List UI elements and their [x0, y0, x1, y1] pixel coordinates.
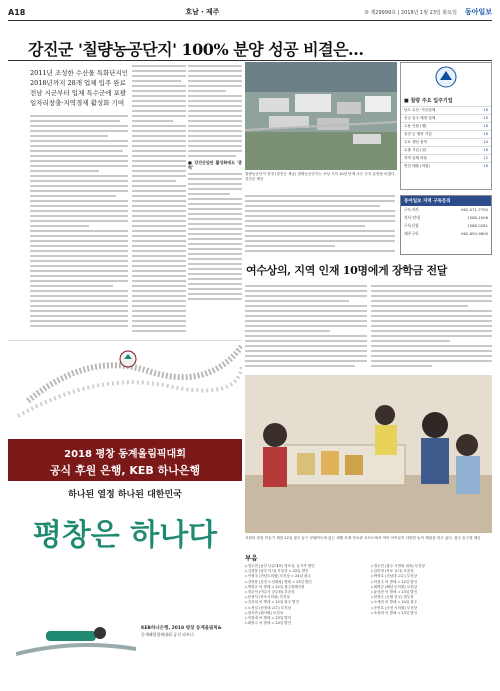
notice-item: ▷박성호 (전남대 교수) 부친상 [371, 574, 417, 579]
subscription-row: 제주구독 062-650-9800 [404, 231, 488, 236]
subhead-line: 2018년까지 28개 업체 입주 완료 [30, 79, 126, 87]
table-row: 주요 생산 품목 14 [401, 138, 491, 146]
body-text [245, 195, 395, 252]
notice-item: ▷김미영 (목포 교사) 모친상 [371, 569, 414, 574]
notice-item: ▷최명규 (해남 군의원) 모친상 [371, 584, 417, 589]
notice-item: ▷김청봉 (남부 이사) 부친상 = 22일 발인 [245, 569, 309, 574]
body-text [245, 285, 367, 367]
industrial-complex-photo [245, 62, 397, 170]
notice-item: ▷정우석 (여수시 공무원) 부친상 [245, 590, 295, 595]
cross-head: ■ 강진산업단 활성화에도 '총력' [188, 160, 242, 171]
second-headline: 여수상의, 지역 인재 10명에게 장학금 전달 [246, 264, 448, 277]
ad-tagline: 하나된 열정 하나된 대한민국 [68, 490, 182, 500]
notice-item: ▷이현주 씨 별세 = 22일 발인 [371, 579, 418, 584]
photo-caption: 칠량농공단지 전경 (강진군 제공) 칠량농공단지는 조성 시작 10년 만에 모든 부지 분양을 마쳤다. 강진군 제공 [245, 172, 396, 181]
issue-date: ⑤ 제29999호 | 2018년 1월 23일 화요일 [364, 9, 457, 16]
ad-title-line1: 2018 평창 동계올림픽대회 [64, 449, 186, 460]
notice-item: ▷이형국 (전남도의원) 모친상 = 24일 광주 [245, 574, 311, 579]
page-number: A18 [8, 7, 26, 17]
notice-item: ▷정수연 (동부 다큐대표) 빙모상, 유가족 발인 [245, 564, 315, 568]
body-text [371, 285, 492, 367]
luge-athlete-image [16, 599, 136, 669]
ad-title-line2: 공식 후원 은행, KEB 하나은행 [49, 464, 201, 477]
table-row: 고용 인원 (명) 18 [401, 122, 491, 130]
headline-rule [8, 60, 492, 61]
notice-column-right [371, 564, 493, 616]
subhead-line: 2011년 조성한 수산물 특화단지인 [30, 69, 129, 77]
header-rule [8, 20, 492, 21]
ad-illustration [8, 341, 242, 437]
ad-banner [8, 439, 242, 481]
table-title: ■ 칠량 주요 입주기업 [404, 98, 453, 104]
newspaper-logo: 동아일보 [464, 8, 492, 16]
article-column-1 [30, 112, 128, 337]
subhead-line: 전남 시군부터 입체 특수군에 포괄 [30, 89, 127, 97]
notice-item: ▷조성희 씨 별세 = 23일 발인 [371, 610, 418, 615]
subscription-row: 구독신청 1588-0281 [404, 223, 488, 228]
notice-title: 부음 [245, 554, 258, 562]
article-column-2 [132, 62, 186, 337]
subscription-box [400, 195, 492, 255]
body-text [188, 65, 242, 157]
page-header [8, 5, 492, 19]
children-play-photo [245, 375, 492, 533]
photo-caption: 지원의 장점 만들기 체험 22일 광주 동구 쿠웨이트에 있는 세월 자재 자료관 마르트에서 여러 아이들이 다양한 놀이 체험을 하고 있다. 광주 동구청 제공 [245, 536, 481, 540]
bank-advertisement [8, 340, 242, 685]
notice-column-left [245, 564, 367, 626]
ad-footer-title: KEB하나은행, 2018 평창 동계올림픽& [141, 626, 222, 631]
second-article-col-2 [371, 282, 492, 370]
table-row: 지역 업체 비율 12 [401, 154, 491, 162]
notice-item: ▷김영봉 (강진 노인회장) 별세 = 23일 발인 [245, 579, 312, 584]
notice-item: ▷한정우 (농협 전무) 빙부상 [371, 595, 414, 600]
notice-item: ▷오세현 씨 별세 = 24일 광주 [371, 600, 418, 605]
article-column-3 [188, 62, 242, 337]
subscription-title: 동아일보 지역 구독문의 [401, 196, 491, 206]
emblem-icon [435, 66, 457, 88]
body-text [132, 65, 186, 332]
table-row: 신규 입주 예정 업체 15 [401, 114, 491, 122]
notice-item: ▷장호연 (회사원) 모친상 [245, 610, 284, 615]
notice-item: ▷정우진 (광주 시민회 대표) 부친상 [371, 564, 425, 568]
table-row: 남도 수산 ·가공업체 16 [401, 106, 491, 114]
body-text [30, 115, 128, 327]
notice-item: ▷노성일 (순천대 교수) 부친상 [245, 605, 291, 610]
subhead-line: 일자리창출·지역경제 활성화 기여 [30, 99, 125, 107]
article-continuation [245, 192, 395, 257]
ad-footer [141, 626, 241, 637]
table-row: 강진 군 협력 기업 16 [401, 130, 491, 138]
notice-item: ▷박정규 씨 별세 = 22일 광주장례식장 [245, 584, 305, 589]
children-photo-illustration [245, 375, 492, 533]
second-article-col-1 [245, 282, 367, 370]
notice-item: ▷김선희 씨 별세 = 22일 광주 발인 [245, 600, 299, 605]
gangjin-emblem [401, 63, 491, 95]
notice-item: ▷문형석 (목포시의원) 부친상 [245, 595, 290, 600]
notice-item: ▷윤상현 씨 별세 = 23일 발인 [371, 590, 418, 595]
table-row: 수출 기업 (곳) 16 [401, 146, 491, 154]
company-table [400, 62, 492, 190]
subscription-row: 구도지사 062-571-7700 [404, 207, 488, 212]
subscription-row: 지사 안내 1588-1006 [404, 215, 488, 220]
notice-item: ▷최영수 씨 별세 = 24일 발인 [245, 621, 292, 626]
section-name: 호남・제주 [185, 8, 220, 16]
main-headline: 강진군 '칠량농공단지' 100% 분양 성공 비결은… [28, 40, 364, 59]
ad-footer-sub: 동계패럴림픽대회 공식 파트너 [141, 631, 194, 637]
aerial-photo-illustration [245, 62, 397, 170]
notice-item: ▷송민호 (순천 시의원) 부친상 [371, 605, 417, 610]
body-text [188, 173, 242, 300]
table-row: 연간 매출 (억원) 16 [401, 162, 491, 170]
ad-slogan: 평창은 하나다 [32, 518, 218, 553]
notice-item: ▷이영애 씨 별세 = 23일 발인 [245, 616, 292, 621]
